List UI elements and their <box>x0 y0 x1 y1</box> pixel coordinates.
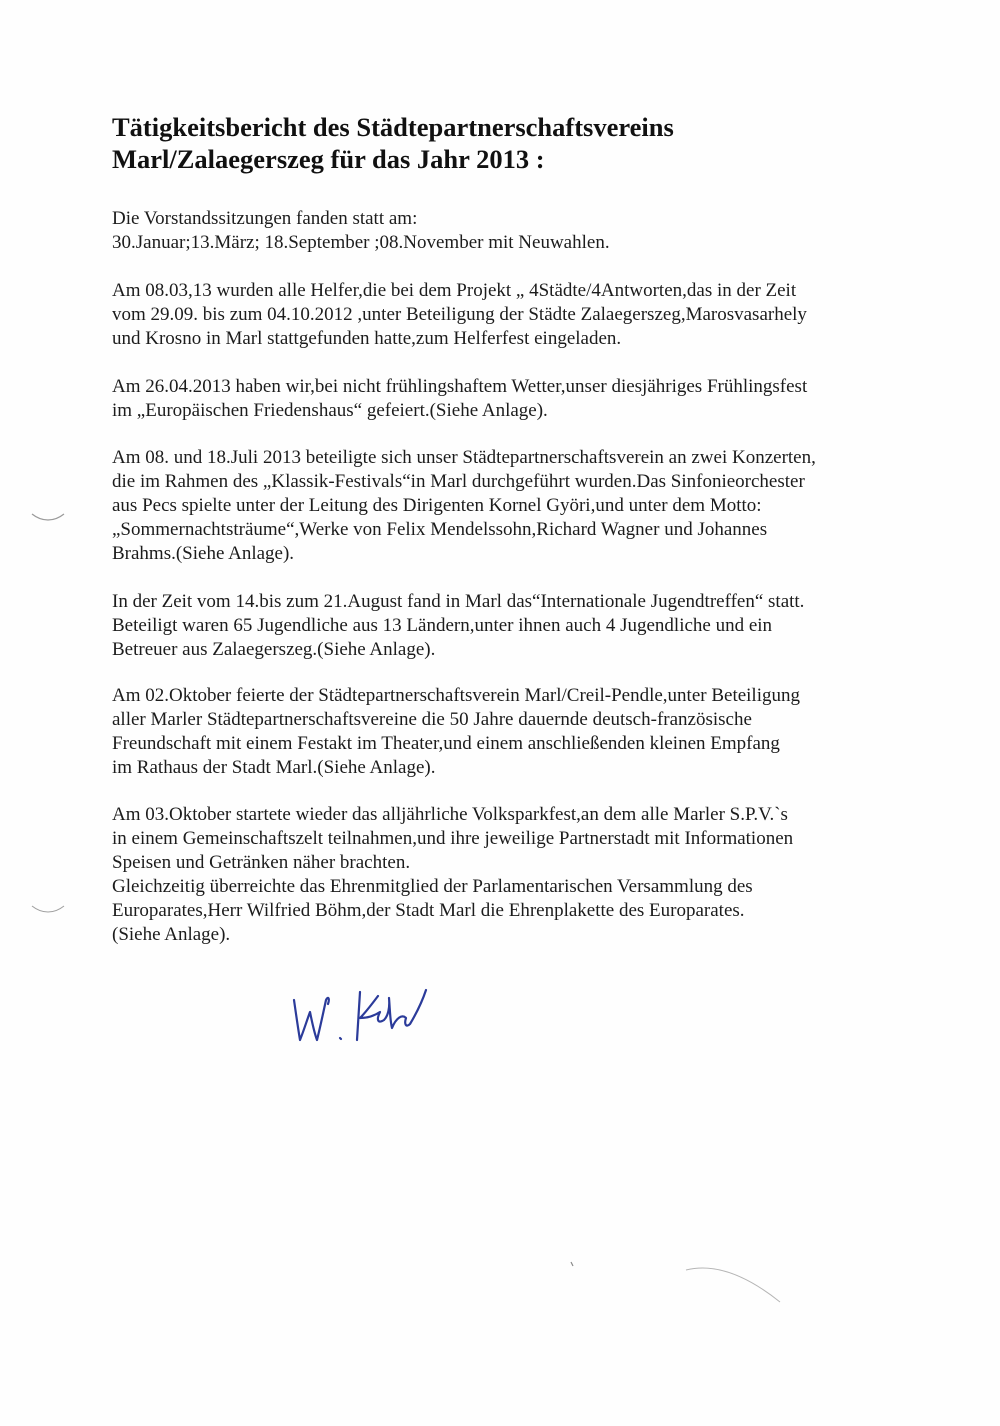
paragraph-line: Am 08.03,13 wurden alle Helfer,die bei dem Projekt „ 4Städte/4Antworten,das in der Zeit <box>112 280 797 301</box>
paragraph-friendship-anniversary <box>112 684 902 780</box>
paragraph-helper-festival <box>112 279 902 351</box>
document-title <box>112 111 912 175</box>
paragraph-line: (Siehe Anlage). <box>112 924 231 945</box>
paragraph-line: aus Pecs spielte unter der Leitung des Dirigenten Kornel Györi,und unter dem Motto: <box>112 495 762 516</box>
paragraph-line: In der Zeit vom 14.bis zum 21.August fand in Marl das“Internationale Jugendtreffen“ statt. <box>112 591 805 612</box>
paragraph-line: Beteiligt waren 65 Jugendliche aus 13 Ländern,unter ihnen auch 4 Jugendliche und ein <box>112 615 773 636</box>
scan-mark <box>30 508 66 528</box>
scan-mark <box>30 900 66 920</box>
paragraph-spring-festival <box>112 375 902 423</box>
paragraph-volkspark-festival <box>112 803 902 947</box>
scan-mark <box>680 1262 790 1312</box>
paragraph-line: aller Marler Städtepartnerschaftsvereine die 50 Jahre dauernde deutsch-französische <box>112 709 752 730</box>
paragraph-line: Gleichzeitig überreichte das Ehrenmitglied der Parlamentarischen Versammlung des <box>112 876 753 897</box>
paragraph-line: Am 03.Oktober startete wieder das alljährliche Volksparkfest,an dem alle Marler S.P.V.`s <box>112 804 788 825</box>
paragraph-line: Europarates,Herr Wilfried Böhm,der Stadt Marl die Ehrenplakette des Europarates. <box>112 900 745 921</box>
paragraph-line: Brahms.(Siehe Anlage). <box>112 543 295 564</box>
paragraph-line: 30.Januar;13.März; 18.September ;08.November mit Neuwahlen. <box>112 232 610 253</box>
paragraph-line: Freundschaft mit einem Festakt im Theater,und einem anschließenden kleinen Empfang <box>112 733 780 754</box>
paragraph-line: Speisen und Getränken näher brachten. <box>112 852 411 873</box>
paragraph-board-meetings <box>112 207 902 255</box>
paragraph-concerts <box>112 446 902 566</box>
scan-mark <box>566 1258 578 1270</box>
paragraph-line: im „Europäischen Friedenshaus“ gefeiert.(Siehe Anlage). <box>112 400 548 421</box>
paragraph-line: „Sommernachtsträume“,Werke von Felix Mendelssohn,Richard Wagner und Johannes <box>112 519 768 540</box>
paragraph-line: Am 26.04.2013 haben wir,bei nicht frühlingshaftem Wetter,unser diesjähriges Frühlingsfest <box>112 376 808 397</box>
paragraph-line: und Krosno in Marl stattgefunden hatte,zum Helferfest eingeladen. <box>112 328 622 349</box>
paragraph-line: Betreuer aus Zalaegerszeg.(Siehe Anlage). <box>112 639 436 660</box>
paragraph-line: die im Rahmen des „Klassik-Festivals“in Marl durchgeführt wurden.Das Sinfonieorchester <box>112 471 805 492</box>
paragraph-youth-meeting <box>112 590 902 662</box>
title-line-2: Marl/Zalaegerszeg für das Jahr 2013 : <box>112 144 545 174</box>
handwritten-signature <box>286 978 446 1058</box>
paragraph-line: in einem Gemeinschaftszelt teilnahmen,und ihre jeweilige Partnerstadt mit Informationen <box>112 828 794 849</box>
paragraph-line: im Rathaus der Stadt Marl.(Siehe Anlage). <box>112 757 436 778</box>
title-line-1: Tätigkeitsbericht des Städtepartnerschaftsvereins <box>112 112 674 142</box>
paragraph-line: Die Vorstandssitzungen fanden statt am: <box>112 208 418 229</box>
paragraph-line: vom 29.09. bis zum 04.10.2012 ,unter Beteiligung der Städte Zalaegerszeg,Marosvasarhely <box>112 304 807 325</box>
paragraph-line: Am 08. und 18.Juli 2013 beteiligte sich unser Städtepartnerschaftsverein an zwei Konzerten, <box>112 447 816 468</box>
paragraph-line: Am 02.Oktober feierte der Städtepartnerschaftsverein Marl/Creil-Pendle,unter Beteiligung <box>112 685 800 706</box>
